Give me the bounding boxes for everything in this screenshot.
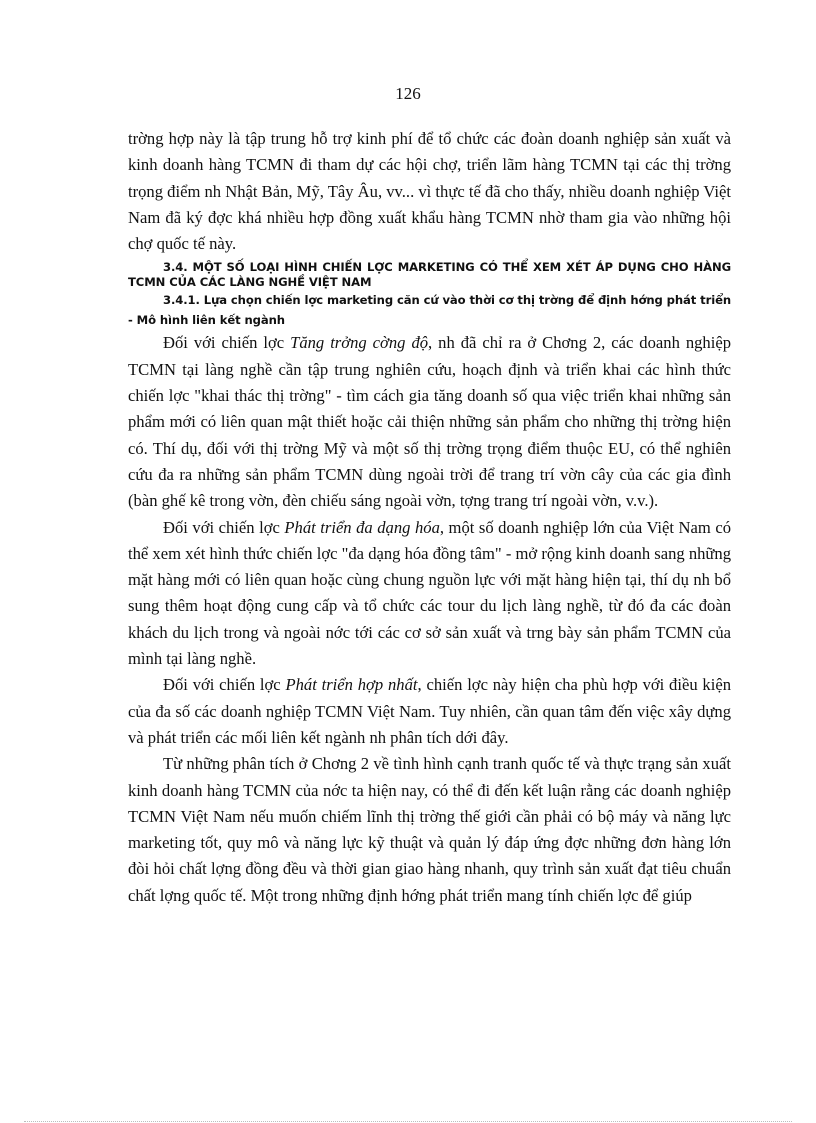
paragraph-conclusion: Từ những phân tích ở Chơng 2 về tình hình cạnh tranh quốc tế và thực trạng sản xuất kinh doanh hàng TCMN của nớc ta hiện nay, có thể đi đến kết luận rằng các doanh nghiệp TCMN Việt Nam nếu muốn chiếm lĩnh thị trờng thế giới cần phải có bộ máy và năng lực marketing tốt, quy mô và năng lực kỹ thuật và quản lý đáp ứng đợc những đơn hàng lớn đòi hỏi chất lợng đồng đều và thời gian giao hàng nhanh, quy trình sản xuất đạt tiêu chuẩn chất lợng quốc tế. Một trong những định hớng phát triển mang tính chiến lợc để giúp [128, 754, 731, 905]
paragraph-growth-strategy [128, 330, 731, 514]
paragraph-lead: Đối với chiến lợc [163, 675, 286, 695]
paragraph-intro: trờng hợp này là tập trung hỗ trợ kinh phí để tổ chức các đoàn doanh nghiệp sản xuất và kinh doanh hàng TCMN đi tham dự các hội chợ, triển lãm hàng TCMN tại các thị trờng trọng điểm nh Nhật Bản, Mỹ, Tây Âu, vv... vì thực tế đã cho thấy, nhiều doanh nghiệp Việt Nam đã ký đợc khá nhiều hợp đồng xuất khẩu hàng TCMN nhờ tham gia vào những hội chợ quốc tế này. [128, 129, 731, 254]
paragraph-rest: , một số doanh nghiệp lớn của Việt Nam có thể xem xét hình thức chiến lợc "đa dạng hóa đồng tâm" - mở rộng kinh doanh sang những mặt hàng mới có liên quan hoặc cùng chung nguồn lực với mặt hàng hiện tại, thí dụ nh bổ sung thêm hoạt động cung cấp và tổ chức các tour du lịch làng nghề, từ đó đa các đoàn khách du lịch trong và ngoài nớc tới các cơ sở sản xuất và trng bày sản phẩm TCMN của mình tại làng nghề. [128, 517, 732, 669]
paragraph-rest: , chiến lợc này hiện cha phù hợp với điều kiện của đa số các doanh nghiệp TCMN Việt Nam. Tuy nhiên, cần quan tâm đến việc xây dựng và phát triển các mối liên kết ngành nh phân tích dới đây. [128, 675, 732, 747]
paragraph-rest: , nh đã chỉ ra ở Chơng 2, các doanh nghiệp TCMN tại làng nghề cần tập trung nghiên cứu, hoạch định và triển khai các hình thức chiến lợc "khai thác thị trờng" - tìm cách gia tăng doanh số qua việc triển khai những sản phẩm mới có liên quan mật thiết hoặc cải thiện những sản phẩm cho những thị trờng hiện có. Thí dụ, đối với thị trờng Mỹ và một số thị trờng trọng điểm thuộc EU, có thể nghiên cứu đa ra những sản phẩm TCMN dùng ngoài trời để trang trí vờn cây của các gia đình (bàn ghế kê trong vờn, đèn chiếu sáng ngoài vờn, tợng trang trí ngoài vờn, v.v.). [128, 333, 731, 511]
paragraph-integration [128, 672, 731, 751]
paragraph-lead: Đối với chiến lợc [163, 333, 291, 353]
subsection-heading-3-4-1: 3.4.1. Lựa chọn chiến lợc marketing căn cứ vào thời cơ thị trờng để định hớng phát triển - Mô hình liên kết ngành [128, 293, 731, 328]
strategy-term: Phát triển hợp nhất [285, 675, 418, 695]
page-number: 126 [395, 84, 421, 103]
paragraph-lead: Đối với chiến lợc [163, 517, 285, 537]
paragraph-diversification [128, 515, 731, 673]
body-text [128, 126, 731, 909]
page-bottom-divider [24, 1121, 792, 1122]
section-heading-3-4: 3.4. MỘT SỐ LOẠI HÌNH CHIẾN LỢC MARKETING CÓ THỂ XEM XÉT ÁP DỤNG CHO HÀNG TCMN CỦA CÁC LÀNG NGHỀ VIỆT NAM [128, 260, 731, 290]
strategy-term: Tăng trởng cờng độ [290, 333, 429, 353]
strategy-term: Phát triển đa dạng hóa [284, 517, 440, 537]
